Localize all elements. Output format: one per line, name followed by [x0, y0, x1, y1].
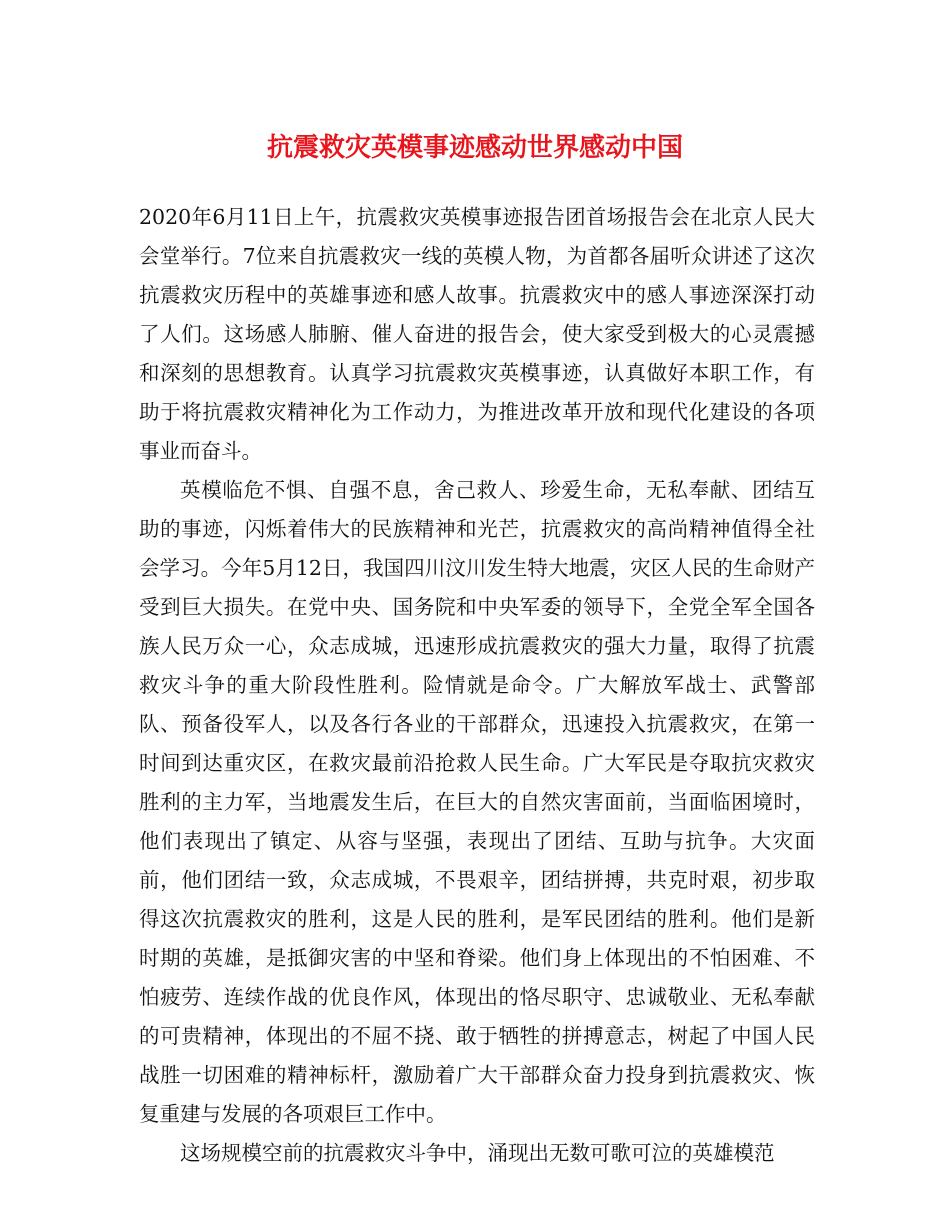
paragraph-3: 这场规模空前的抗震救灾斗争中，涌现出无数可歌可泣的英雄模范 [180, 1141, 775, 1165]
paragraph-1: 2020年6月11日上午，抗震救灾英模事迹报告团首场报告会在北京人民大会堂举行。7位来自抗震救灾一线的英模人物，为首都各届听众讲述了这次抗震救灾历程中的英雄事迹和感人故事。抗震救灾中的感人事迹深深打动了人们。这场感人肺腑、催人奋进的报告会，使大家受到极大的心灵震撼和深刻的思想教育。认真学习抗震救灾英模事迹，认真做好本职工作，有助于将抗震救灾精神化为工作动力，为推进改革开放和现代化建设的各项事业而奋斗。 [139, 205, 815, 463]
document-title: 抗震救灾英模事迹感动世界感动中国 [266, 133, 683, 163]
paragraph-2: 英模临危不惧、自强不息，舍己救人、珍爱生命，无私奉献、团结互助的事迹，闪烁着伟大的民族精神和光芒，抗震救灾的高尚精神值得全社会学习。今年5月12日，我国四川汶川发生特大地震，灾区人民的生命财产受到巨大损失。在党中央、国务院和中央军委的领导下，全党全军全国各族人民万众一心，众志成城，迅速形成抗震救灾的强大力量，取得了抗震救灾斗争的重大阶段性胜利。险情就是命令。广大解放军战士、武警部队、预备役军人，以及各行各业的干部群众，迅速投入抗震救灾，在第一时间到达重灾区，在救灾最前沿抢救人民生命。广大军民是夺取抗灾救灾胜利的主力军，当地震发生后，在巨大的自然灾害面前，当面临困境时，他们表现出了镇定、从容与坚强，表现出了团结、互助与抗争。大灾面前，他们团结一致，众志成城，不畏艰辛，团结拼搏，共克时艰，初步取得这次抗震救灾的胜利，这是人民的胜利，是军民团结的胜利。他们是新时期的英雄，是抵御灾害的中坚和脊梁。他们身上体现出的不怕困难、不怕疲劳、连续作战的优良作风，体现出的恪尽职守、忠诚敬业、无私奉献的可贵精神，体现出的不屈不挠、敢于牺牲的拼搏意志，树起了中国人民战胜一切困难的精神标杆，激励着广大干部群众奋力投身到抗震救灾、恢复重建与发展的各项艰巨工作中。 [139, 478, 815, 1126]
document-body [139, 198, 815, 1173]
